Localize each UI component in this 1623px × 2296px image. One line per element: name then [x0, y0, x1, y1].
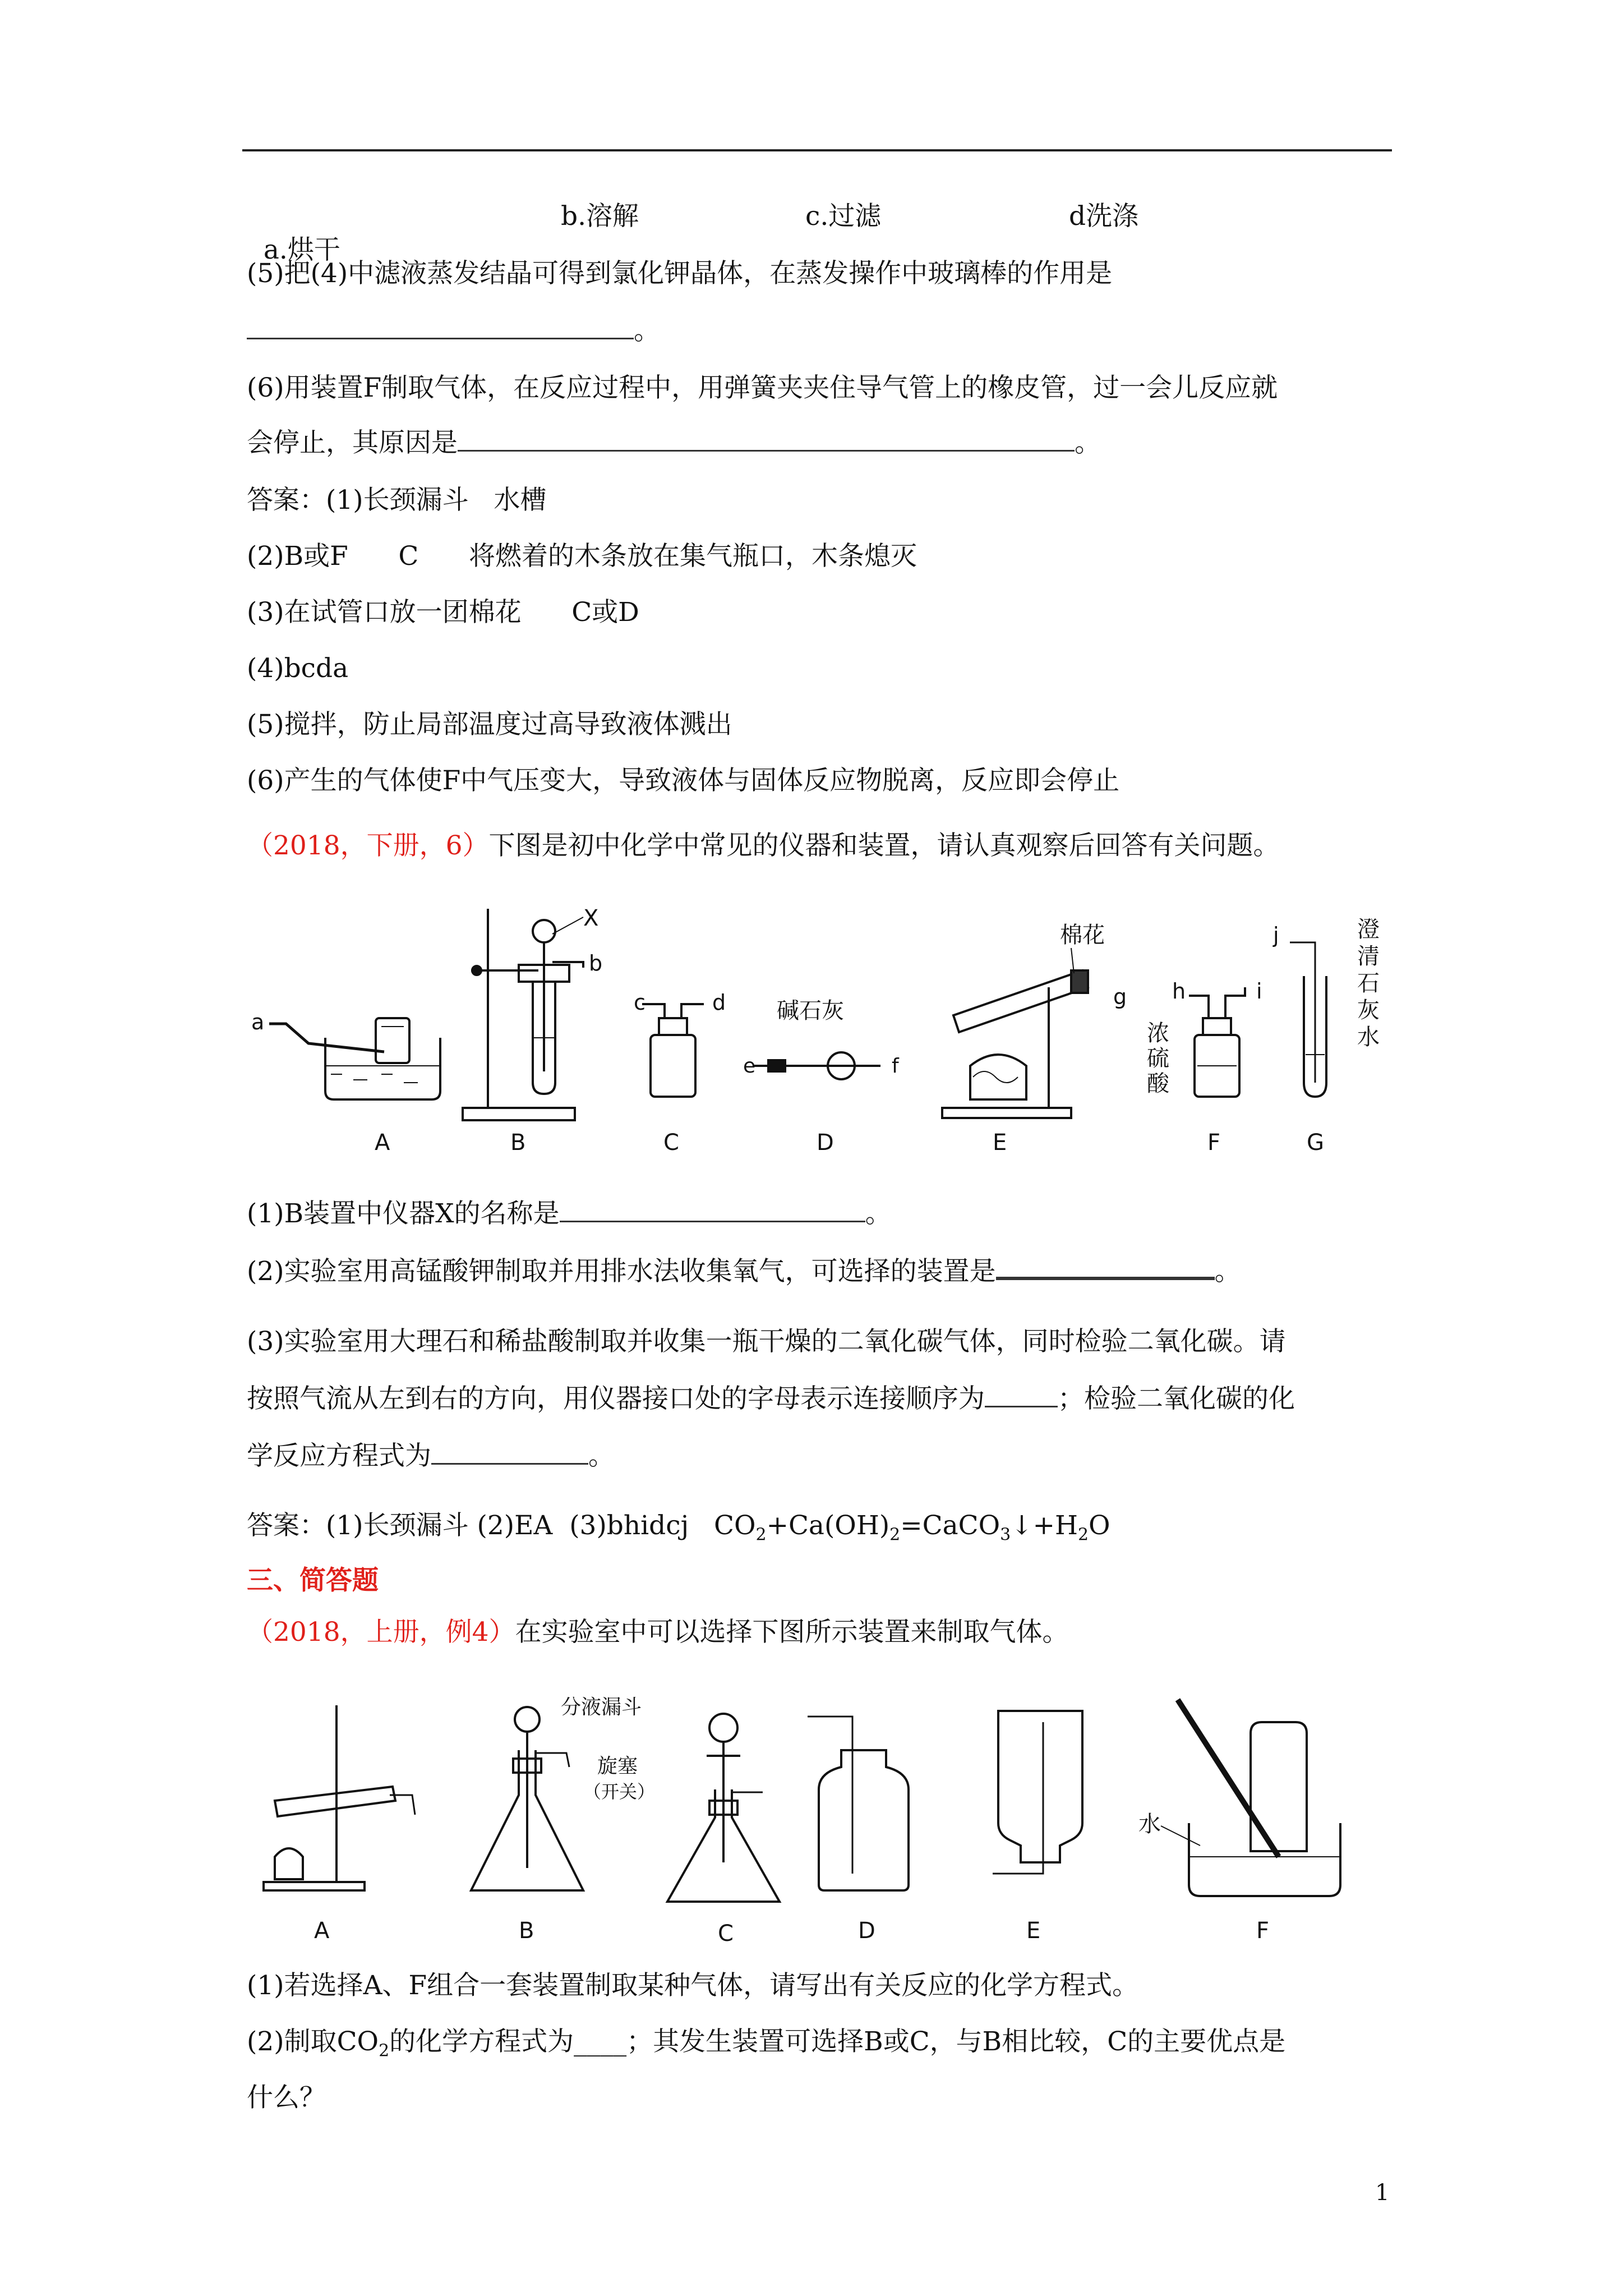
p3q1-line: (1)若选择A、F组合一套装置制取某种气体，请写出有关反应的化学方程式。 [247, 1970, 1139, 2001]
apparatus-g-testtube [1272, 917, 1380, 1156]
problem2-text: 下图是初中化学中常见的仪器和装置，请认真观察后回答有关问题。 [488, 830, 1280, 861]
p2q3-line1: (3)实验室用大理石和稀盐酸制取并收集一瓶干燥的二氧化碳气体，同时检验二氧化碳。请 [247, 1326, 1286, 1357]
option-d: d洗涤 [1069, 201, 1139, 232]
port-c: c [634, 990, 645, 1015]
label2-f: F [1256, 1918, 1270, 1944]
text-limewater-3: 石 [1357, 970, 1380, 996]
port-e: e [743, 1055, 756, 1078]
apparatus-figure-1 [247, 898, 1424, 1189]
port-g: g [1113, 984, 1127, 1009]
label2-b: B [519, 1918, 534, 1944]
option-b: b.溶解 [561, 201, 639, 232]
label2-c: C [718, 1921, 734, 1947]
label2-a: A [314, 1918, 330, 1944]
text-switch: （开关） [583, 1781, 656, 1802]
answer2-line: 答案：(1)长颈漏斗 (2)EA (3)bhidcj $CO_2+Ca(OH)_2=CaCO_3↓+H_2O$ [247, 1510, 1110, 1545]
q6-line1: (6)用装置F制取气体，在反应过程中，用弹簧夹夹住导气管上的橡皮管，过一会儿反应就 [247, 372, 1278, 403]
answer1-line1: 答案：(1)长颈漏斗 水槽 [247, 485, 547, 516]
p2q3-blank1 [985, 1383, 1058, 1407]
text-water: 水 [1138, 1811, 1161, 1837]
port-a: a [251, 1010, 265, 1034]
text-acid-3: 酸 [1147, 1071, 1169, 1097]
p2q3-line2: 按照气流从左到右的方向，用仪器接口处的字母表示连接顺序为 ；检验二氧化碳的化 [247, 1383, 1295, 1414]
port-j: j [1273, 923, 1279, 947]
text-limewater-2: 清 [1357, 944, 1380, 969]
problem3-heading [247, 1616, 1069, 1649]
option-a: a.烘干 [263, 234, 340, 265]
problem3-text: 在实验室中可以选择下图所示装置来制取气体。 [515, 1617, 1069, 1648]
label-g: G [1307, 1130, 1324, 1156]
label-b: B [510, 1130, 526, 1156]
label2-e: E [1026, 1918, 1041, 1944]
port-f: f [892, 1055, 899, 1078]
label-d: D [817, 1130, 834, 1156]
text-stopcock: 旋塞 [597, 1755, 638, 1778]
option-c: c.过滤 [805, 201, 882, 232]
header-rule [242, 149, 1392, 151]
problem2-source: （2018，下册，6） [247, 830, 489, 861]
text-acid-1: 浓 [1147, 1020, 1169, 1046]
p2q3-line3: 学反应方程式为 。 [247, 1441, 615, 1471]
answer1-line2: (2)B或F C 将燃着的木条放在集气瓶口，木条熄灭 [247, 541, 917, 572]
text-limewater-1: 澄 [1357, 917, 1380, 942]
answer1-line3: (3)在试管口放一团棉花 C或D [247, 597, 639, 628]
p2q1-line: (1)B装置中仪器X的名称是 。 [247, 1198, 892, 1229]
label-x: X [583, 905, 599, 931]
text-acid-2: 硫 [1147, 1046, 1169, 1071]
answer1-line6: (6)产生的气体使F中气压变大，导致液体与固体反应物脱离，反应即会停止 [247, 765, 1120, 796]
text-limewater-5: 水 [1357, 1024, 1380, 1050]
label-a: A [375, 1130, 390, 1156]
text-soda-lime: 碱石灰 [777, 998, 844, 1024]
p2q2-line: (2)实验室用高锰酸钾制取并用排水法收集氧气，可选择的装置是 。 [247, 1254, 1241, 1289]
apparatus2-d [808, 1717, 909, 1944]
text-sep-funnel: 分液漏斗 [561, 1696, 642, 1719]
text-limewater-4: 灰 [1357, 997, 1380, 1023]
problem2-heading [247, 829, 1280, 863]
apparatus-e-heating [942, 922, 1127, 1156]
port-b: b [589, 951, 603, 976]
apparatus-b-setup [463, 905, 602, 1156]
text-cotton: 棉花 [1060, 922, 1105, 948]
q5-text: (5)把(4)中滤液蒸发结晶可得到氯化钾晶体，在蒸发操作中玻璃棒的作用是 [247, 258, 1113, 289]
apparatus2-a [264, 1705, 415, 1944]
apparatus2-f [1138, 1700, 1340, 1944]
problem3-source: （2018，上册，例4） [247, 1617, 515, 1648]
apparatus2-b [471, 1707, 583, 1944]
q6-blank [458, 427, 1075, 452]
p3q2-line1: (2)制取$CO_2$的化学方程式为____；其发生装置可选择B或C，与B相比较，C的主要优点是 [247, 2026, 1286, 2061]
p2q1-blank [560, 1198, 865, 1222]
label-e: E [993, 1130, 1007, 1156]
port-i: i [1256, 979, 1262, 1004]
apparatus2-c [561, 1696, 780, 1947]
apparatus-f-wash-bottle [1147, 979, 1262, 1156]
p2q3-blank2 [431, 1441, 588, 1465]
q5-answer-line: 。 [247, 314, 660, 348]
q5-blank [247, 315, 634, 339]
apparatus-c-bottle [634, 990, 726, 1156]
port-h: h [1172, 979, 1186, 1004]
label2-d: D [858, 1918, 875, 1944]
apparatus-figure-2 [247, 1688, 1368, 1952]
port-d: d [712, 990, 726, 1015]
label-c: C [663, 1130, 679, 1156]
apparatus2-e [993, 1711, 1082, 1944]
p2q2-blank [996, 1254, 1215, 1280]
answer1-line4: (4)bcda [247, 653, 349, 684]
page-number: 1 [1375, 2180, 1390, 2206]
p3q2-line2: 什么？ [247, 2082, 326, 2113]
section3-title: 三、简答题 [247, 1565, 379, 1596]
apparatus-d-tube [743, 998, 900, 1156]
q6-line2: 会停止，其原因是 。 [247, 427, 1101, 458]
apparatus-a-trough [251, 1010, 440, 1156]
label-f: F [1207, 1130, 1221, 1156]
answer1-line5: (5)搅拌，防止局部温度过高导致液体溅出 [247, 709, 732, 740]
